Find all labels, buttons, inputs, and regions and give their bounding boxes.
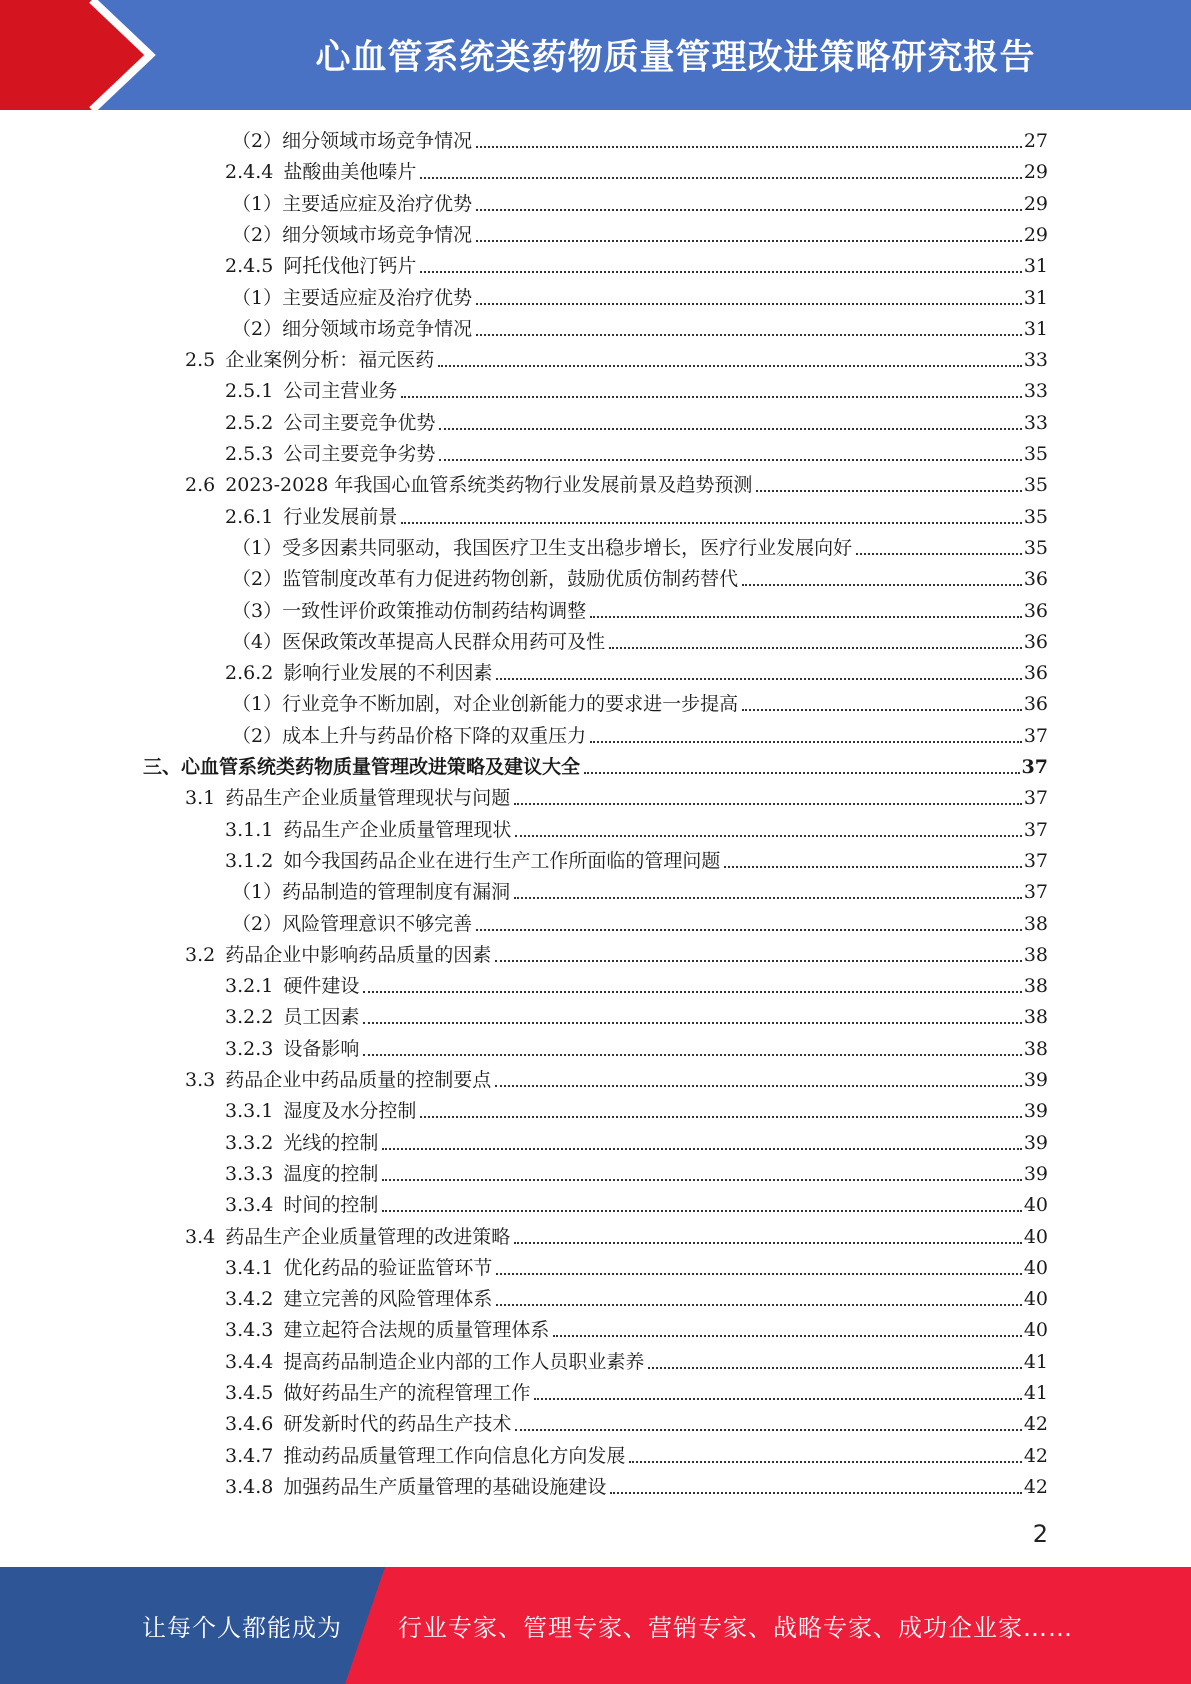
toc-entry-text: 公司主要竞争劣势 bbox=[283, 443, 436, 465]
toc-entry-text: 三、心血管系统类药物质量管理改进策略及建议大全 bbox=[143, 756, 581, 778]
toc-entry-page: 42 bbox=[1023, 1444, 1048, 1467]
toc-entry-label bbox=[232, 911, 472, 937]
toc-entry-label bbox=[232, 629, 605, 655]
toc-dot-leader bbox=[476, 146, 1022, 148]
toc-entry-label bbox=[225, 1098, 416, 1124]
toc-entry[interactable] bbox=[232, 191, 1048, 217]
toc-entry-page: 33 bbox=[1023, 411, 1048, 434]
toc-dot-leader bbox=[515, 835, 1021, 837]
toc-entry-page: 38 bbox=[1023, 912, 1048, 935]
toc-entry-page: 36 bbox=[1023, 599, 1048, 622]
toc-entry-label bbox=[225, 1380, 530, 1406]
toc-entry-page: 35 bbox=[1023, 536, 1048, 559]
toc-entry[interactable] bbox=[225, 1004, 1048, 1030]
toc-entry-label bbox=[185, 347, 434, 373]
toc-entry-text: （2）风险管理意识不够完善 bbox=[232, 912, 473, 935]
toc-entry-text: （1）行业竞争不断加剧，对企业创新能力的要求进一步提高 bbox=[232, 693, 739, 716]
toc-entry-number: 3.1.2 bbox=[225, 849, 274, 872]
toc-entry[interactable] bbox=[225, 1286, 1048, 1312]
toc-entry[interactable] bbox=[232, 629, 1048, 655]
toc-entry-number: 3.4.3 bbox=[225, 1319, 274, 1342]
toc-entry-page: 38 bbox=[1023, 943, 1048, 966]
toc-entry[interactable] bbox=[185, 472, 1048, 498]
toc-entry[interactable] bbox=[232, 911, 1048, 937]
toc-entry-text: （1）主要适应症及治疗优势 bbox=[232, 286, 473, 309]
toc-entry-text: 建立起符合法规的质量管理体系 bbox=[283, 1319, 550, 1342]
header-red-arrow bbox=[0, 0, 150, 110]
toc-entry[interactable] bbox=[232, 128, 1048, 154]
toc-dot-leader bbox=[514, 1242, 1022, 1244]
toc-entry-text: 药品企业中药品质量的控制要点 bbox=[225, 1069, 492, 1091]
page-header bbox=[0, 0, 1191, 110]
toc-entry-text: （2）监管制度改革有力促进药物创新，鼓励优质仿制药替代 bbox=[232, 568, 739, 591]
toc-entry-label bbox=[225, 1349, 644, 1375]
toc-entry-page: 41 bbox=[1023, 1382, 1048, 1404]
toc-dot-leader bbox=[515, 1429, 1021, 1431]
toc-entry[interactable] bbox=[225, 660, 1048, 686]
toc-entry-label bbox=[225, 1255, 492, 1281]
toc-entry-text: 企业案例分析：福元医药 bbox=[225, 349, 435, 372]
toc-entry-text: 湿度及水分控制 bbox=[283, 1100, 417, 1123]
toc-entry-page: 37 bbox=[1023, 787, 1048, 810]
toc-entry-label bbox=[225, 410, 435, 436]
toc-entry-page: 39 bbox=[1023, 1100, 1048, 1123]
toc-entry-label bbox=[232, 535, 852, 561]
toc-entry-text: 设备影响 bbox=[283, 1037, 360, 1060]
toc-entry-page: 37 bbox=[1023, 849, 1048, 872]
toc-dot-leader bbox=[382, 1210, 1021, 1212]
toc-entry[interactable] bbox=[225, 378, 1048, 404]
toc-dot-leader bbox=[476, 303, 1022, 305]
toc-entry[interactable] bbox=[225, 441, 1048, 467]
toc-entry-text: 影响行业发展的不利因素 bbox=[283, 662, 493, 685]
toc-entry[interactable] bbox=[225, 1443, 1048, 1469]
toc-entry[interactable] bbox=[225, 1317, 1048, 1343]
toc-entry-number: 2.5.3 bbox=[225, 443, 274, 465]
toc-entry-label bbox=[225, 1474, 606, 1500]
toc-dot-leader bbox=[856, 553, 1022, 555]
toc-entry-number: 3.4 bbox=[185, 1225, 216, 1248]
toc-entry-page: 39 bbox=[1023, 1162, 1048, 1185]
toc-entry-page: 40 bbox=[1023, 1288, 1048, 1311]
toc-entry-label bbox=[232, 723, 586, 749]
toc-entry-text: 药品生产企业质量管理现状与问题 bbox=[225, 787, 511, 810]
toc-entry-text: （2）细分领域市场竞争情况 bbox=[232, 223, 473, 246]
toc-dot-leader bbox=[401, 396, 1021, 398]
toc-entry-number: 3.3.1 bbox=[225, 1100, 274, 1123]
toc-entry-page: 33 bbox=[1023, 380, 1048, 403]
toc-entry-label bbox=[185, 1067, 491, 1093]
toc-entry-page: 38 bbox=[1023, 1006, 1048, 1029]
toc-entry-text: 2023-2028 年我国心血管系统类药物行业发展前景及趋势预测 bbox=[225, 474, 753, 497]
toc-entry-page: 37 bbox=[1023, 818, 1048, 841]
toc-entry-label bbox=[225, 1004, 359, 1030]
toc-dot-leader bbox=[724, 866, 1021, 868]
footer-slogan-right: 行业专家、管理专家、营销专家、战略专家、成功企业家…… bbox=[398, 1614, 1073, 1642]
toc-entry-label bbox=[185, 942, 491, 968]
toc-entry-number: 3.4.8 bbox=[225, 1475, 274, 1498]
toc-entry-number: 3.2 bbox=[185, 943, 216, 966]
toc-entry-label bbox=[225, 504, 397, 530]
toc-entry[interactable] bbox=[143, 754, 1048, 780]
toc-entry-text: 推动药品质量管理工作向信息化方向发展 bbox=[283, 1444, 626, 1467]
toc-dot-leader bbox=[382, 1179, 1021, 1181]
toc-dot-leader bbox=[496, 678, 1021, 680]
toc-entry[interactable] bbox=[225, 1349, 1048, 1375]
toc-entry[interactable] bbox=[225, 1380, 1048, 1406]
toc-entry-page: 39 bbox=[1023, 1069, 1048, 1091]
toc-entry-number: 3.2.2 bbox=[225, 1006, 274, 1029]
toc-entry-text: （1）受多因素共同驱动，我国医疗卫生支出稳步增长，医疗行业发展向好 bbox=[232, 536, 853, 559]
toc-entry-label bbox=[225, 1161, 378, 1187]
toc-entry-label bbox=[225, 441, 435, 467]
toc-dot-leader bbox=[610, 1492, 1021, 1494]
toc-entry-number: 2.5 bbox=[185, 349, 216, 372]
toc-dot-leader bbox=[648, 1367, 1021, 1369]
toc-entry-text: 药品生产企业质量管理的改进策略 bbox=[225, 1225, 511, 1248]
toc-dot-leader bbox=[629, 1461, 1021, 1463]
toc-entry-text: 研发新时代的药品生产技术 bbox=[283, 1413, 512, 1436]
toc-entry-label bbox=[185, 1224, 510, 1250]
toc-entry[interactable] bbox=[225, 1036, 1048, 1062]
toc-dot-leader bbox=[363, 991, 1021, 993]
toc-entry-number: 2.6 bbox=[185, 474, 216, 497]
toc-entry-label bbox=[225, 660, 492, 686]
toc-entry-label bbox=[225, 1411, 511, 1437]
footer-slogan-left: 让每个人都能成为 bbox=[142, 1614, 342, 1642]
toc-entry-number: 3.4.5 bbox=[225, 1382, 274, 1404]
toc-dot-leader bbox=[514, 803, 1022, 805]
toc-entry-page: 29 bbox=[1023, 161, 1048, 184]
toc-entry-label bbox=[225, 1130, 378, 1156]
toc-entry[interactable] bbox=[185, 1067, 1048, 1093]
toc-entry[interactable] bbox=[225, 410, 1048, 436]
toc-entry[interactable] bbox=[232, 723, 1048, 749]
toc-entry-number: 2.6.1 bbox=[225, 505, 274, 528]
toc-entry[interactable] bbox=[225, 973, 1048, 999]
toc-entry[interactable] bbox=[225, 504, 1048, 530]
toc-entry-page: 36 bbox=[1023, 693, 1048, 716]
toc-entry-text: 加强药品生产质量管理的基础设施建设 bbox=[283, 1475, 607, 1498]
toc-entry-text: 做好药品生产的流程管理工作 bbox=[283, 1382, 531, 1404]
toc-entry-page: 35 bbox=[1023, 505, 1048, 528]
toc-entry-number: 2.6.2 bbox=[225, 662, 274, 685]
toc-entry-text: （2）细分领域市场竞争情况 bbox=[232, 130, 473, 152]
toc-entry-label bbox=[225, 1443, 625, 1469]
toc-entry-page: 35 bbox=[1023, 443, 1048, 465]
toc-entry-text: 时间的控制 bbox=[283, 1194, 379, 1217]
toc-entry[interactable] bbox=[185, 1224, 1048, 1250]
toc-entry-text: 公司主要竞争优势 bbox=[283, 411, 436, 434]
toc-entry-text: （1）药品制造的管理制度有漏洞 bbox=[232, 881, 511, 904]
toc-entry[interactable] bbox=[232, 316, 1048, 342]
toc-entry-page: 37 bbox=[1023, 724, 1048, 747]
toc-dot-leader bbox=[742, 584, 1022, 586]
toc-entry-number: 3.1.1 bbox=[225, 818, 274, 841]
toc-dot-leader bbox=[476, 209, 1022, 211]
toc-entry-label bbox=[232, 285, 472, 311]
toc-entry-text: （4）医保政策改革提高人民群众用药可及性 bbox=[232, 630, 606, 653]
toc-dot-leader bbox=[495, 960, 1022, 962]
toc-entry-number: 3.4.2 bbox=[225, 1288, 274, 1311]
toc-entry-text: （2）成本上升与药品价格下降的双重压力 bbox=[232, 724, 587, 747]
toc-entry-label bbox=[232, 191, 472, 217]
toc-entry[interactable] bbox=[225, 1255, 1048, 1281]
toc-dot-leader bbox=[590, 741, 1022, 743]
toc-dot-leader bbox=[553, 1335, 1021, 1337]
toc-entry-text: 盐酸曲美他嗪片 bbox=[283, 161, 417, 184]
toc-entry-page: 38 bbox=[1023, 1037, 1048, 1060]
toc-entry-page: 38 bbox=[1023, 975, 1048, 998]
toc-entry[interactable] bbox=[225, 253, 1048, 279]
toc-entry-text: 如今我国药品企业在进行生产工作所面临的管理问题 bbox=[283, 849, 721, 872]
toc-entry-text: （2）细分领域市场竞争情况 bbox=[232, 317, 473, 340]
toc-entry-label bbox=[232, 566, 738, 592]
toc-entry-page: 29 bbox=[1023, 192, 1048, 215]
toc-entry-text: 优化药品的验证监管环节 bbox=[283, 1256, 493, 1279]
toc-entry-page: 31 bbox=[1023, 317, 1048, 340]
toc-dot-leader bbox=[476, 929, 1022, 931]
toc-entry-label bbox=[232, 222, 472, 248]
toc-dot-leader bbox=[534, 1398, 1021, 1400]
toc-entry[interactable] bbox=[232, 222, 1048, 248]
toc-entry-text: 行业发展前景 bbox=[283, 505, 398, 528]
toc-entry-number: 2.5.2 bbox=[225, 411, 274, 434]
toc-dot-leader bbox=[514, 897, 1022, 899]
toc-entry-label bbox=[143, 754, 580, 780]
toc-dot-leader bbox=[756, 490, 1021, 492]
page-footer bbox=[0, 1567, 1191, 1684]
toc-entry[interactable] bbox=[225, 1130, 1048, 1156]
toc-entry[interactable] bbox=[225, 848, 1048, 874]
toc-entry-text: 员工因素 bbox=[283, 1006, 360, 1029]
toc-entry-number: 3.3.3 bbox=[225, 1162, 274, 1185]
toc-entry-page: 40 bbox=[1023, 1319, 1048, 1342]
toc-entry-label bbox=[225, 973, 359, 999]
toc-dot-leader bbox=[476, 334, 1022, 336]
toc-entry-page: 41 bbox=[1023, 1350, 1048, 1373]
toc-entry-page: 42 bbox=[1023, 1475, 1048, 1498]
toc-entry[interactable] bbox=[232, 879, 1048, 905]
toc-entry-label bbox=[225, 1192, 378, 1218]
toc-entry-text: 温度的控制 bbox=[283, 1162, 379, 1185]
toc-entry-page: 37 bbox=[1021, 756, 1048, 778]
toc-entry-number: 3.3.2 bbox=[225, 1131, 274, 1154]
toc-entry-number: 3.4.7 bbox=[225, 1444, 274, 1467]
toc-entry-number: 2.5.1 bbox=[225, 380, 274, 403]
toc-entry-number: 3.3.4 bbox=[225, 1194, 274, 1217]
toc-entry-label bbox=[232, 598, 586, 624]
toc-dot-leader bbox=[401, 522, 1021, 524]
toc-dot-leader bbox=[439, 428, 1021, 430]
toc-entry-text: 提高药品制造企业内部的工作人员职业素养 bbox=[283, 1350, 645, 1373]
toc-entry-label bbox=[225, 1286, 492, 1312]
toc-entry-page: 31 bbox=[1023, 286, 1048, 309]
toc-entry-number: 3.4.4 bbox=[225, 1350, 274, 1373]
toc-entry-number: 3.3 bbox=[185, 1069, 216, 1091]
toc-dot-leader bbox=[363, 1054, 1021, 1056]
toc-entry-page: 39 bbox=[1023, 1131, 1048, 1154]
toc-dot-leader bbox=[438, 365, 1022, 367]
toc-entry[interactable] bbox=[225, 159, 1048, 185]
toc-entry-text: （3）一致性评价政策推动仿制药结构调整 bbox=[232, 599, 587, 622]
toc-entry-label bbox=[232, 879, 510, 905]
toc-entry-label bbox=[225, 378, 397, 404]
toc-entry-page: 40 bbox=[1023, 1225, 1048, 1248]
toc-entry-label bbox=[225, 1036, 359, 1062]
toc-entry-text: 建立完善的风险管理体系 bbox=[283, 1288, 493, 1311]
toc-entry[interactable] bbox=[232, 285, 1048, 311]
toc-entry-label bbox=[225, 253, 416, 279]
toc-entry[interactable] bbox=[225, 1192, 1048, 1218]
toc-dot-leader bbox=[742, 709, 1022, 711]
toc-entry[interactable] bbox=[232, 566, 1048, 592]
toc-entry[interactable] bbox=[232, 691, 1048, 717]
toc-entry-label bbox=[225, 848, 720, 874]
page-number: 2 bbox=[1032, 1520, 1048, 1548]
toc-entry-page: 40 bbox=[1023, 1194, 1048, 1217]
toc-entry-page: 33 bbox=[1023, 349, 1048, 372]
toc-dot-leader bbox=[439, 459, 1021, 461]
toc-entry-label bbox=[225, 817, 511, 843]
toc-entry-label bbox=[232, 316, 472, 342]
toc-dot-leader bbox=[609, 647, 1022, 649]
toc-entry-text: 硬件建设 bbox=[283, 975, 360, 998]
toc-entry-label bbox=[225, 159, 416, 185]
toc-entry-number: 2.4.5 bbox=[225, 255, 274, 278]
toc-entry-number: 3.1 bbox=[185, 787, 216, 810]
toc-entry-text: 药品生产企业质量管理现状 bbox=[283, 818, 512, 841]
toc-dot-leader bbox=[495, 1085, 1022, 1087]
toc-entry-number: 3.2.1 bbox=[225, 975, 274, 998]
toc-entry-page: 40 bbox=[1023, 1256, 1048, 1279]
toc-dot-leader bbox=[420, 177, 1021, 179]
toc-entry[interactable] bbox=[225, 1161, 1048, 1187]
toc-entry[interactable] bbox=[185, 785, 1048, 811]
toc-entry[interactable] bbox=[232, 598, 1048, 624]
toc-entry-page: 36 bbox=[1023, 630, 1048, 653]
toc-entry-label bbox=[225, 1317, 549, 1343]
toc-entry[interactable] bbox=[225, 817, 1048, 843]
toc-entry[interactable] bbox=[185, 347, 1048, 373]
toc-dot-leader bbox=[590, 616, 1022, 618]
toc-entry[interactable] bbox=[225, 1098, 1048, 1124]
toc-entry-label bbox=[232, 128, 472, 154]
toc-entry-number: 2.4.4 bbox=[225, 161, 274, 184]
report-title: 心血管系统类药物质量管理改进策略研究报告 bbox=[315, 38, 1036, 78]
toc-entry-page: 31 bbox=[1023, 255, 1048, 278]
toc-entry-text: 阿托伐他汀钙片 bbox=[283, 255, 417, 278]
toc-entry-text: 光线的控制 bbox=[283, 1131, 379, 1154]
toc-entry-page: 36 bbox=[1023, 662, 1048, 685]
toc-dot-leader bbox=[496, 1273, 1021, 1275]
toc-entry-text: 药品企业中影响药品质量的因素 bbox=[225, 943, 492, 966]
toc-entry-number: 3.2.3 bbox=[225, 1037, 274, 1060]
toc-entry[interactable] bbox=[232, 535, 1048, 561]
toc-entry[interactable] bbox=[225, 1474, 1048, 1500]
toc-entry-label bbox=[185, 472, 752, 498]
toc-entry[interactable] bbox=[185, 942, 1048, 968]
toc-entry-page: 42 bbox=[1023, 1413, 1048, 1436]
toc-dot-leader bbox=[420, 1116, 1021, 1118]
toc-dot-leader bbox=[363, 1022, 1021, 1024]
toc-entry-label bbox=[185, 785, 510, 811]
toc-entry-text: （1）主要适应症及治疗优势 bbox=[232, 192, 473, 215]
toc-entry-text: 公司主营业务 bbox=[283, 380, 398, 403]
toc-entry-page: 29 bbox=[1023, 223, 1048, 246]
toc-dot-leader bbox=[476, 240, 1022, 242]
toc-entry-label bbox=[232, 691, 738, 717]
toc-entry-number: 3.4.6 bbox=[225, 1413, 274, 1436]
toc-entry-page: 35 bbox=[1023, 474, 1048, 497]
toc-entry-number: 3.4.1 bbox=[225, 1256, 274, 1279]
toc-entry-page: 36 bbox=[1023, 568, 1048, 591]
toc-entry-page: 37 bbox=[1023, 881, 1048, 904]
toc-entry[interactable] bbox=[225, 1411, 1048, 1437]
toc-dot-leader bbox=[420, 271, 1021, 273]
toc-dot-leader bbox=[584, 772, 1020, 774]
toc-entry-page: 27 bbox=[1023, 130, 1048, 152]
toc-dot-leader bbox=[382, 1148, 1021, 1150]
toc-dot-leader bbox=[496, 1304, 1021, 1306]
